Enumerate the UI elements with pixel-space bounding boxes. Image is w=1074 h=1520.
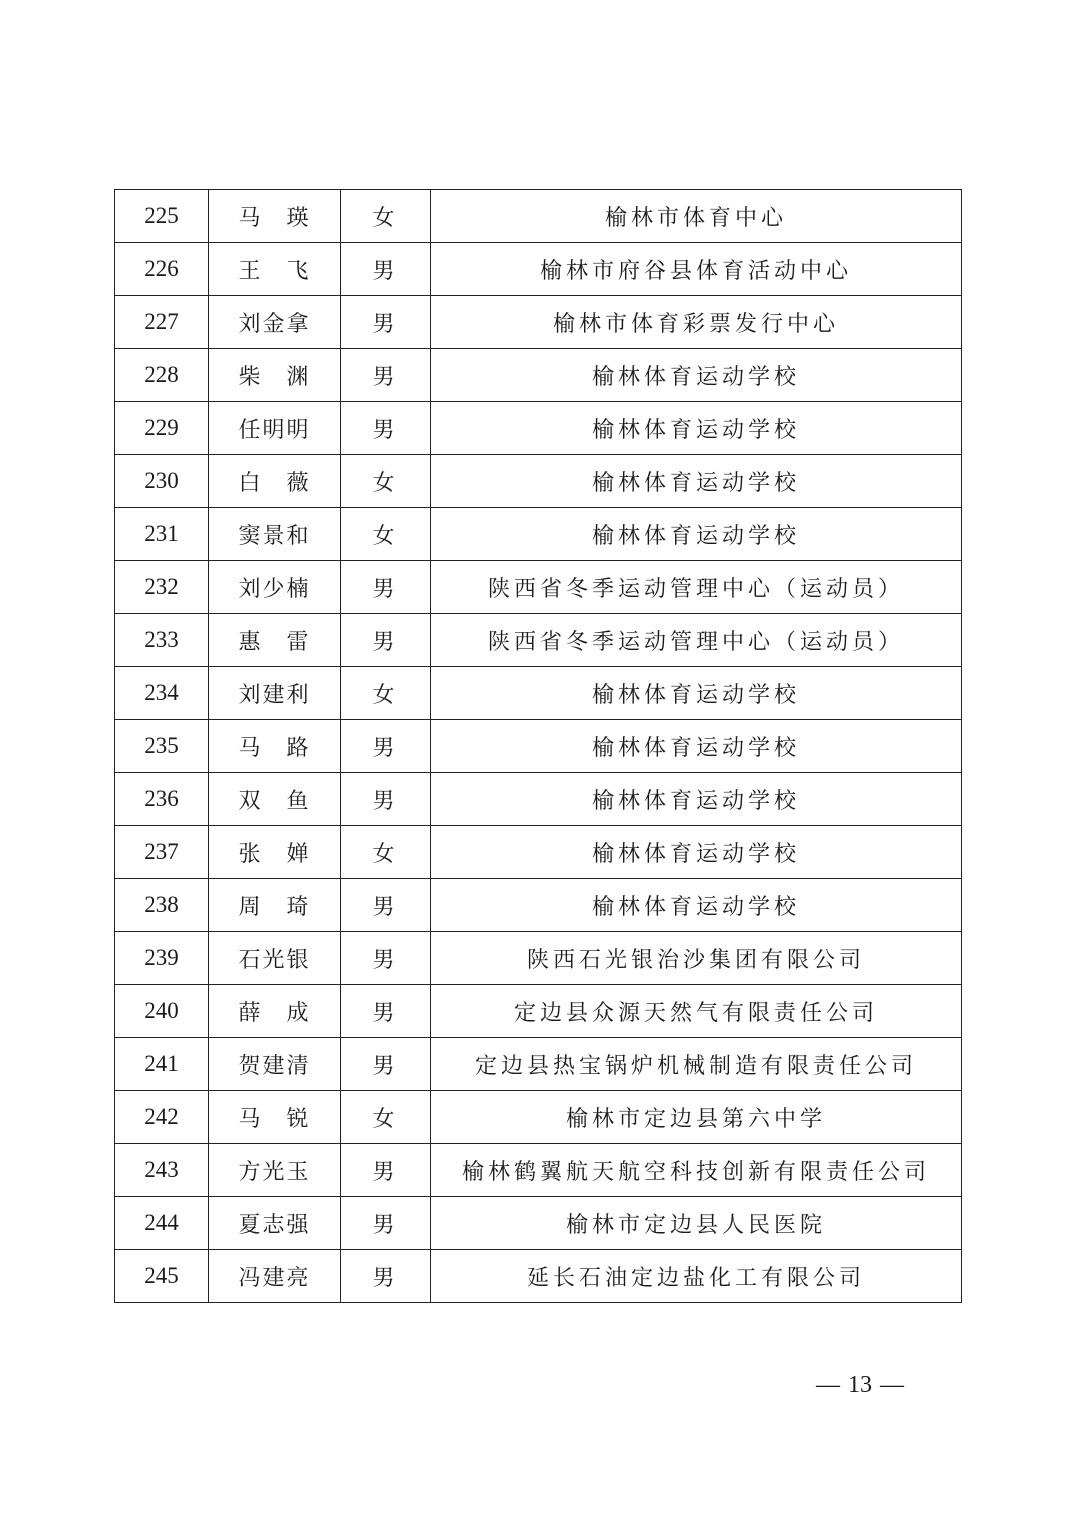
gender: 男 <box>341 773 431 826</box>
row-number: 242 <box>115 1091 209 1144</box>
work-unit: 榆林市体育彩票发行中心 <box>431 296 962 349</box>
work-unit: 陕西石光银治沙集团有限公司 <box>431 932 962 985</box>
person-name: 任明明 <box>209 402 341 455</box>
table-row <box>115 614 962 667</box>
gender: 男 <box>341 1038 431 1091</box>
gender: 男 <box>341 402 431 455</box>
row-number: 241 <box>115 1038 209 1091</box>
person-name: 白 薇 <box>209 455 341 508</box>
row-number: 236 <box>115 773 209 826</box>
person-name: 马 瑛 <box>209 190 341 243</box>
row-number: 235 <box>115 720 209 773</box>
row-number: 233 <box>115 614 209 667</box>
gender: 男 <box>341 1197 431 1250</box>
row-number: 228 <box>115 349 209 402</box>
row-number: 239 <box>115 932 209 985</box>
gender: 男 <box>341 720 431 773</box>
work-unit: 陕西省冬季运动管理中心（运动员） <box>431 614 962 667</box>
work-unit: 榆林市府谷县体育活动中心 <box>431 243 962 296</box>
work-unit: 定边县热宝锅炉机械制造有限责任公司 <box>431 1038 962 1091</box>
table-row <box>115 190 962 243</box>
person-name: 柴 渊 <box>209 349 341 402</box>
row-number: 243 <box>115 1144 209 1197</box>
table-row <box>115 402 962 455</box>
row-number: 240 <box>115 985 209 1038</box>
table-row <box>115 1250 962 1303</box>
gender: 男 <box>341 985 431 1038</box>
gender: 女 <box>341 667 431 720</box>
work-unit: 榆林体育运动学校 <box>431 402 962 455</box>
table-row <box>115 561 962 614</box>
table-row <box>115 720 962 773</box>
row-number: 231 <box>115 508 209 561</box>
table-row <box>115 667 962 720</box>
gender: 女 <box>341 826 431 879</box>
table-row <box>115 773 962 826</box>
row-number: 229 <box>115 402 209 455</box>
work-unit: 榆林体育运动学校 <box>431 349 962 402</box>
table-row <box>115 932 962 985</box>
gender: 男 <box>341 243 431 296</box>
gender: 男 <box>341 932 431 985</box>
gender: 男 <box>341 614 431 667</box>
work-unit: 榆林市定边县第六中学 <box>431 1091 962 1144</box>
work-unit: 榆林体育运动学校 <box>431 667 962 720</box>
roster-table-body <box>115 190 962 1303</box>
row-number: 238 <box>115 879 209 932</box>
gender: 男 <box>341 296 431 349</box>
work-unit: 陕西省冬季运动管理中心（运动员） <box>431 561 962 614</box>
gender: 男 <box>341 1250 431 1303</box>
row-number: 227 <box>115 296 209 349</box>
work-unit: 榆林体育运动学校 <box>431 455 962 508</box>
person-name: 双 鱼 <box>209 773 341 826</box>
person-name: 方光玉 <box>209 1144 341 1197</box>
work-unit: 定边县众源天然气有限责任公司 <box>431 985 962 1038</box>
gender: 女 <box>341 1091 431 1144</box>
table-row <box>115 349 962 402</box>
table-row <box>115 508 962 561</box>
gender: 女 <box>341 190 431 243</box>
person-name: 夏志强 <box>209 1197 341 1250</box>
roster-table <box>114 189 962 1303</box>
table-row <box>115 1144 962 1197</box>
gender: 女 <box>341 508 431 561</box>
page-number-dash-right: — <box>880 1372 904 1398</box>
person-name: 薛 成 <box>209 985 341 1038</box>
gender: 男 <box>341 561 431 614</box>
person-name: 刘建利 <box>209 667 341 720</box>
row-number: 226 <box>115 243 209 296</box>
table-row <box>115 826 962 879</box>
work-unit: 榆林体育运动学校 <box>431 773 962 826</box>
work-unit: 榆林市体育中心 <box>431 190 962 243</box>
work-unit: 榆林体育运动学校 <box>431 826 962 879</box>
work-unit: 榆林鹤翼航天航空科技创新有限责任公司 <box>431 1144 962 1197</box>
row-number: 245 <box>115 1250 209 1303</box>
person-name: 张 婵 <box>209 826 341 879</box>
table-row <box>115 985 962 1038</box>
table-row <box>115 455 962 508</box>
person-name: 石光银 <box>209 932 341 985</box>
gender: 男 <box>341 879 431 932</box>
person-name: 王 飞 <box>209 243 341 296</box>
work-unit: 榆林体育运动学校 <box>431 508 962 561</box>
page-number <box>780 1372 940 1399</box>
person-name: 惠 雷 <box>209 614 341 667</box>
person-name: 马 锐 <box>209 1091 341 1144</box>
work-unit: 榆林体育运动学校 <box>431 879 962 932</box>
gender: 女 <box>341 455 431 508</box>
person-name: 冯建亮 <box>209 1250 341 1303</box>
table-row <box>115 296 962 349</box>
work-unit: 榆林市定边县人民医院 <box>431 1197 962 1250</box>
row-number: 232 <box>115 561 209 614</box>
person-name: 刘少楠 <box>209 561 341 614</box>
table-row <box>115 243 962 296</box>
person-name: 贺建清 <box>209 1038 341 1091</box>
row-number: 225 <box>115 190 209 243</box>
gender: 男 <box>341 1144 431 1197</box>
page-number-value: 13 <box>848 1372 872 1398</box>
row-number: 244 <box>115 1197 209 1250</box>
person-name: 周 琦 <box>209 879 341 932</box>
person-name: 刘金拿 <box>209 296 341 349</box>
work-unit: 延长石油定边盐化工有限公司 <box>431 1250 962 1303</box>
table-row <box>115 1038 962 1091</box>
table-row <box>115 1197 962 1250</box>
row-number: 234 <box>115 667 209 720</box>
table-row <box>115 1091 962 1144</box>
row-number: 230 <box>115 455 209 508</box>
page-number-dash-left: — <box>816 1372 840 1398</box>
row-number: 237 <box>115 826 209 879</box>
person-name: 窦景和 <box>209 508 341 561</box>
gender: 男 <box>341 349 431 402</box>
table-row <box>115 879 962 932</box>
work-unit: 榆林体育运动学校 <box>431 720 962 773</box>
person-name: 马 路 <box>209 720 341 773</box>
